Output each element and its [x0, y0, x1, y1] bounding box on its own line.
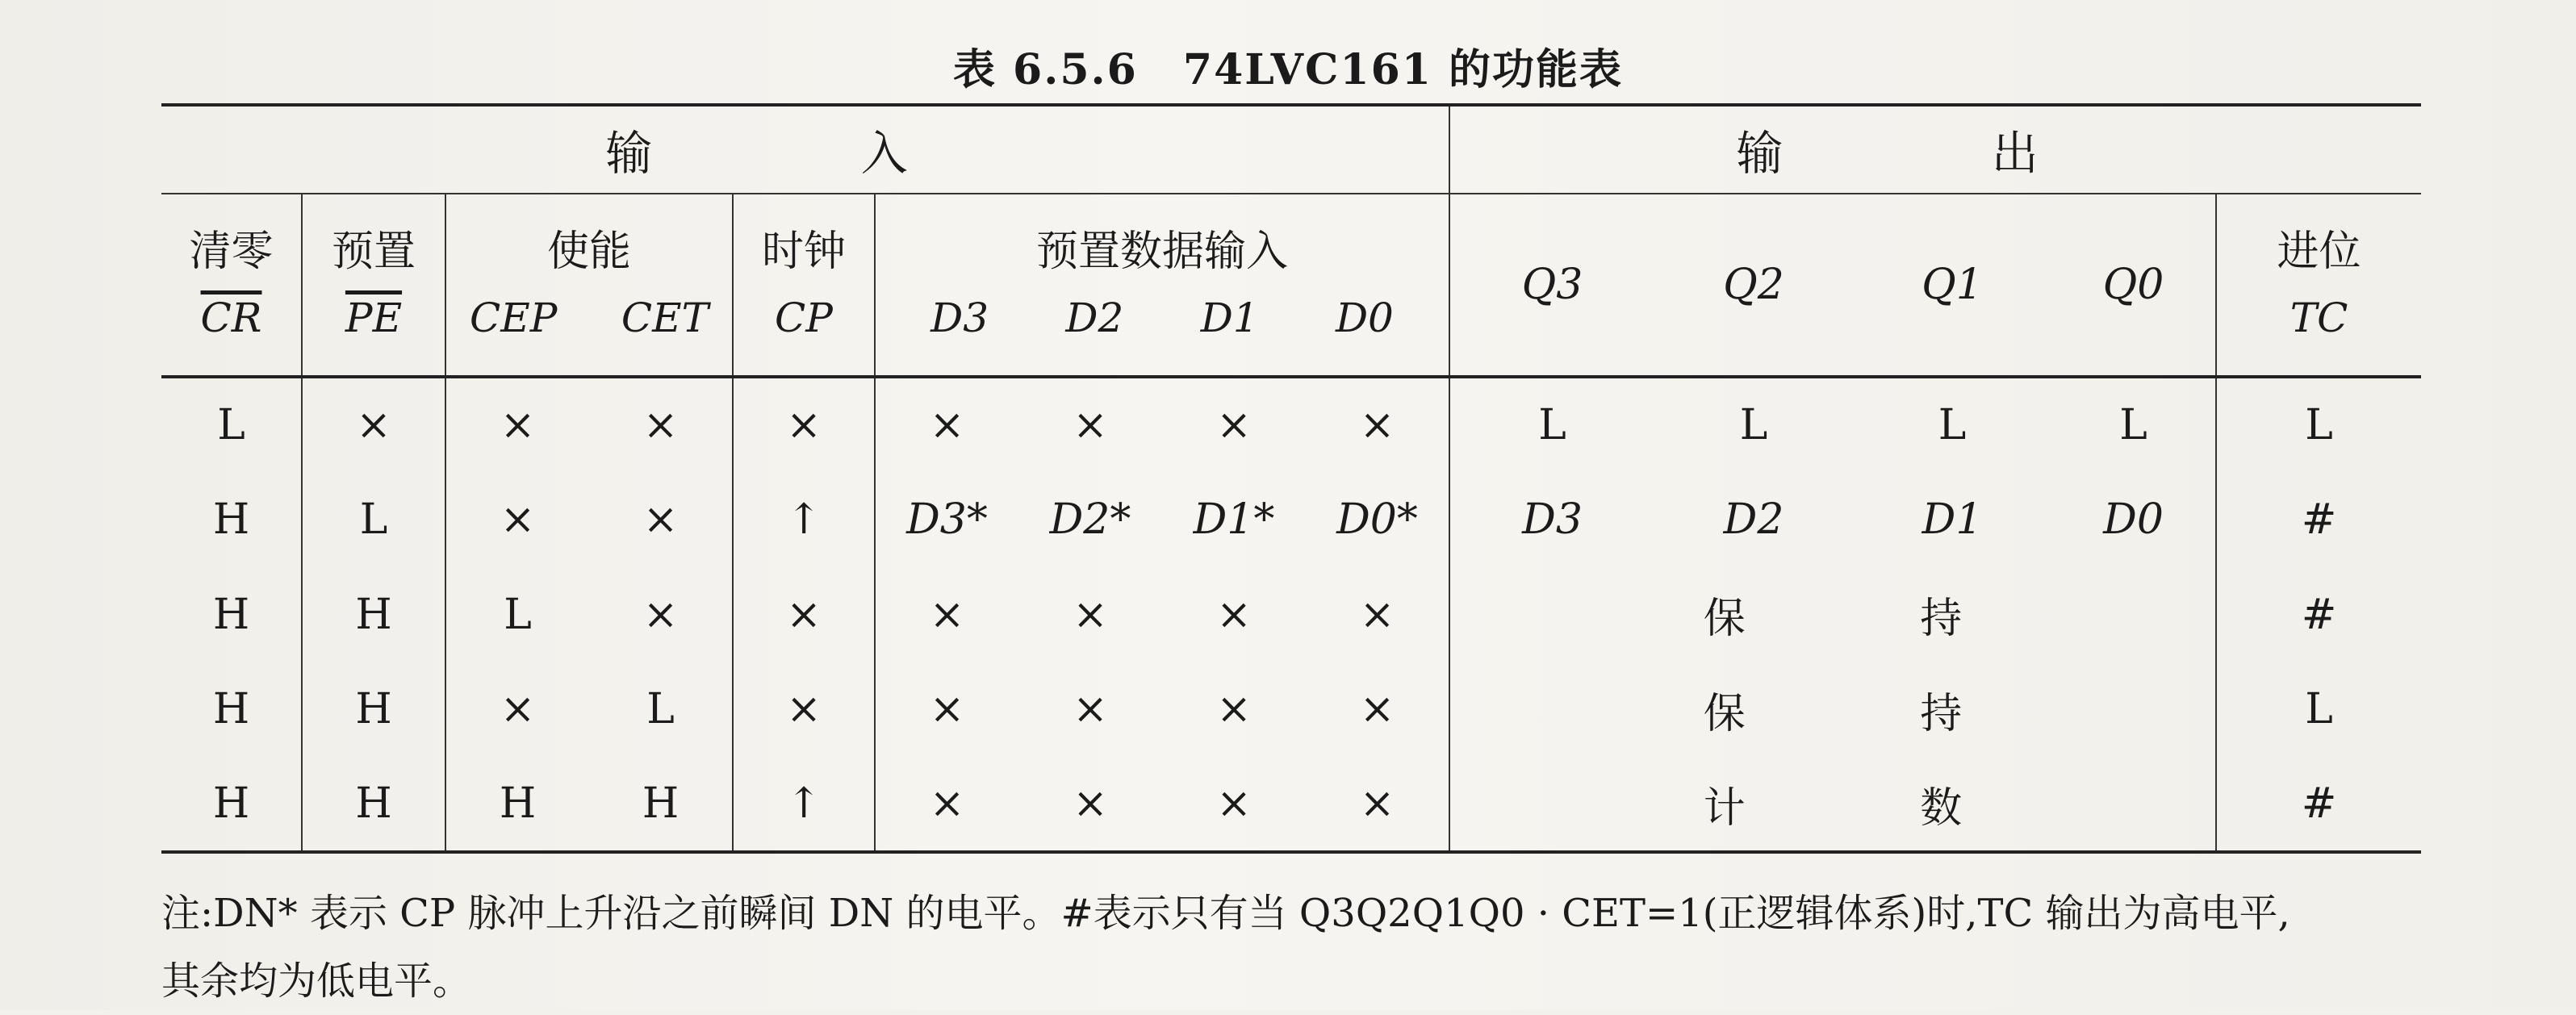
cell-cet: ×	[642, 495, 679, 544]
data-header	[875, 194, 1449, 377]
group-header-row	[161, 105, 2421, 194]
cell-cp: ×	[733, 662, 875, 757]
cell-cep: H	[445, 757, 589, 852]
cell-d3: D3*	[875, 472, 1018, 567]
table-row	[161, 757, 2421, 852]
cell-cp: ↑	[733, 472, 875, 567]
cell-d2: ×	[1018, 757, 1162, 852]
enable-header	[445, 194, 733, 377]
carry-header	[2216, 194, 2421, 377]
table-row	[161, 377, 2421, 472]
table-title	[0, 36, 2576, 96]
q3-header: Q3	[1449, 194, 1654, 377]
d2-symbol: D2	[1065, 294, 1124, 341]
output-group-header: 输 出	[1449, 105, 2421, 194]
clock-header	[733, 194, 875, 377]
cell-pe: H	[302, 567, 445, 662]
footnote	[161, 879, 2421, 1015]
enable-label: 使能	[546, 227, 631, 276]
cell-q2: D2	[1723, 495, 1784, 544]
preset-header	[302, 194, 445, 377]
cell-d1: ×	[1162, 757, 1306, 852]
function-table	[161, 103, 2421, 854]
cell-cet: L	[646, 685, 675, 734]
preset-symbol: $\overline{PE}$	[345, 294, 403, 341]
cell-q3: D3	[1449, 472, 1654, 567]
cell-d2: D2*	[1049, 495, 1131, 544]
d1-symbol: D1	[1200, 294, 1259, 341]
clock-symbol: CP	[775, 294, 833, 341]
cell-output-state: 保 持	[1449, 567, 2216, 662]
cell-tc: #	[2216, 567, 2421, 662]
preset-label: 预置	[331, 227, 416, 276]
cell-q0: L	[2119, 400, 2147, 449]
cell-tc: #	[2216, 472, 2421, 567]
cell-cep: ×	[445, 377, 589, 472]
cell-pe: ×	[302, 377, 445, 472]
cell-d2: ×	[1073, 400, 1108, 449]
data-symbols	[876, 285, 1449, 351]
cell-d2: ×	[1073, 685, 1108, 734]
cell-d1: ×	[1216, 685, 1252, 734]
carry-label: 进位	[2277, 227, 2361, 276]
cell-pe: H	[302, 662, 445, 757]
cell-cep: L	[445, 567, 589, 662]
enable-symbols	[446, 285, 732, 351]
footnote-line-1: 注:DN* 表示 CP 脉冲上升沿之前瞬间 DN 的电平。#表示只有当 Q3Q2Q1Q0 · CET=1(正逻辑体系)时,TC 输出为高电平,	[161, 891, 2290, 936]
q1-header: Q1	[1853, 194, 2051, 377]
cell-d3: ×	[875, 757, 1018, 852]
table-name: 74LVC161 的功能表	[1182, 45, 1624, 94]
cell-d1: ×	[1216, 590, 1252, 639]
cell-d0: ×	[1359, 400, 1395, 449]
cell-cp: ↑	[733, 757, 875, 852]
cet-symbol: CET	[621, 294, 709, 341]
cell-cr: H	[212, 590, 250, 639]
cell-q1: D1	[1922, 495, 1983, 544]
clear-label: 清零	[189, 227, 274, 276]
q2-header: Q2	[1654, 194, 1853, 377]
d3-symbol: D3	[930, 294, 989, 341]
input-group-header: 输 入	[161, 105, 1449, 194]
cell-cep: ×	[445, 472, 589, 567]
data-label: 预置数据输入	[1036, 227, 1289, 276]
cell-d1: D1*	[1193, 495, 1275, 544]
cell-cet: ×	[642, 590, 679, 639]
carry-symbol: TC	[2290, 294, 2348, 341]
cell-pe: H	[302, 757, 445, 852]
column-header-row	[161, 194, 2421, 377]
cell-tc: #	[2216, 757, 2421, 852]
cell-cp: ×	[733, 567, 875, 662]
clock-label: 时钟	[761, 227, 846, 276]
cell-d3: ×	[875, 377, 1018, 472]
cell-tc: L	[2216, 662, 2421, 757]
clear-header	[161, 194, 302, 377]
cell-pe: L	[302, 472, 445, 567]
cell-cet: H	[589, 757, 733, 852]
cell-output-state: 保 持	[1449, 662, 2216, 757]
cell-cet: ×	[642, 400, 679, 449]
cell-output-state: 计 数	[1449, 757, 2216, 852]
cell-d3: ×	[875, 662, 1018, 757]
cell-d2: ×	[1073, 590, 1108, 639]
cell-d3: ×	[875, 567, 1018, 662]
cell-cr: H	[212, 495, 250, 544]
cell-cp: ×	[733, 377, 875, 472]
d0-symbol: D0	[1335, 294, 1394, 341]
cell-d0: ×	[1359, 590, 1395, 639]
cell-cr: H	[161, 757, 302, 852]
cep-symbol: CEP	[470, 294, 558, 341]
cell-tc: L	[2216, 377, 2421, 472]
table-row	[161, 662, 2421, 757]
table-row	[161, 567, 2421, 662]
cell-q1: L	[1938, 400, 1967, 449]
cell-d0: ×	[1306, 757, 1449, 852]
q0-header: Q0	[2051, 194, 2216, 377]
cell-d1: ×	[1216, 400, 1252, 449]
cell-q0: D0	[2103, 495, 2164, 544]
cell-q3: L	[1449, 377, 1654, 472]
clear-symbol: $\overline{CR}$	[200, 294, 262, 341]
cell-d0: ×	[1359, 685, 1395, 734]
cell-q2: L	[1739, 400, 1768, 449]
cell-d0: D0*	[1336, 495, 1418, 544]
table-row	[161, 472, 2421, 567]
table-number: 表 6.5.6	[952, 45, 1138, 94]
footnote-line-2: 其余均为低电平。	[161, 959, 472, 1004]
cell-cep: ×	[445, 662, 589, 757]
cell-cr: L	[217, 400, 245, 449]
cell-cr: H	[212, 685, 250, 734]
